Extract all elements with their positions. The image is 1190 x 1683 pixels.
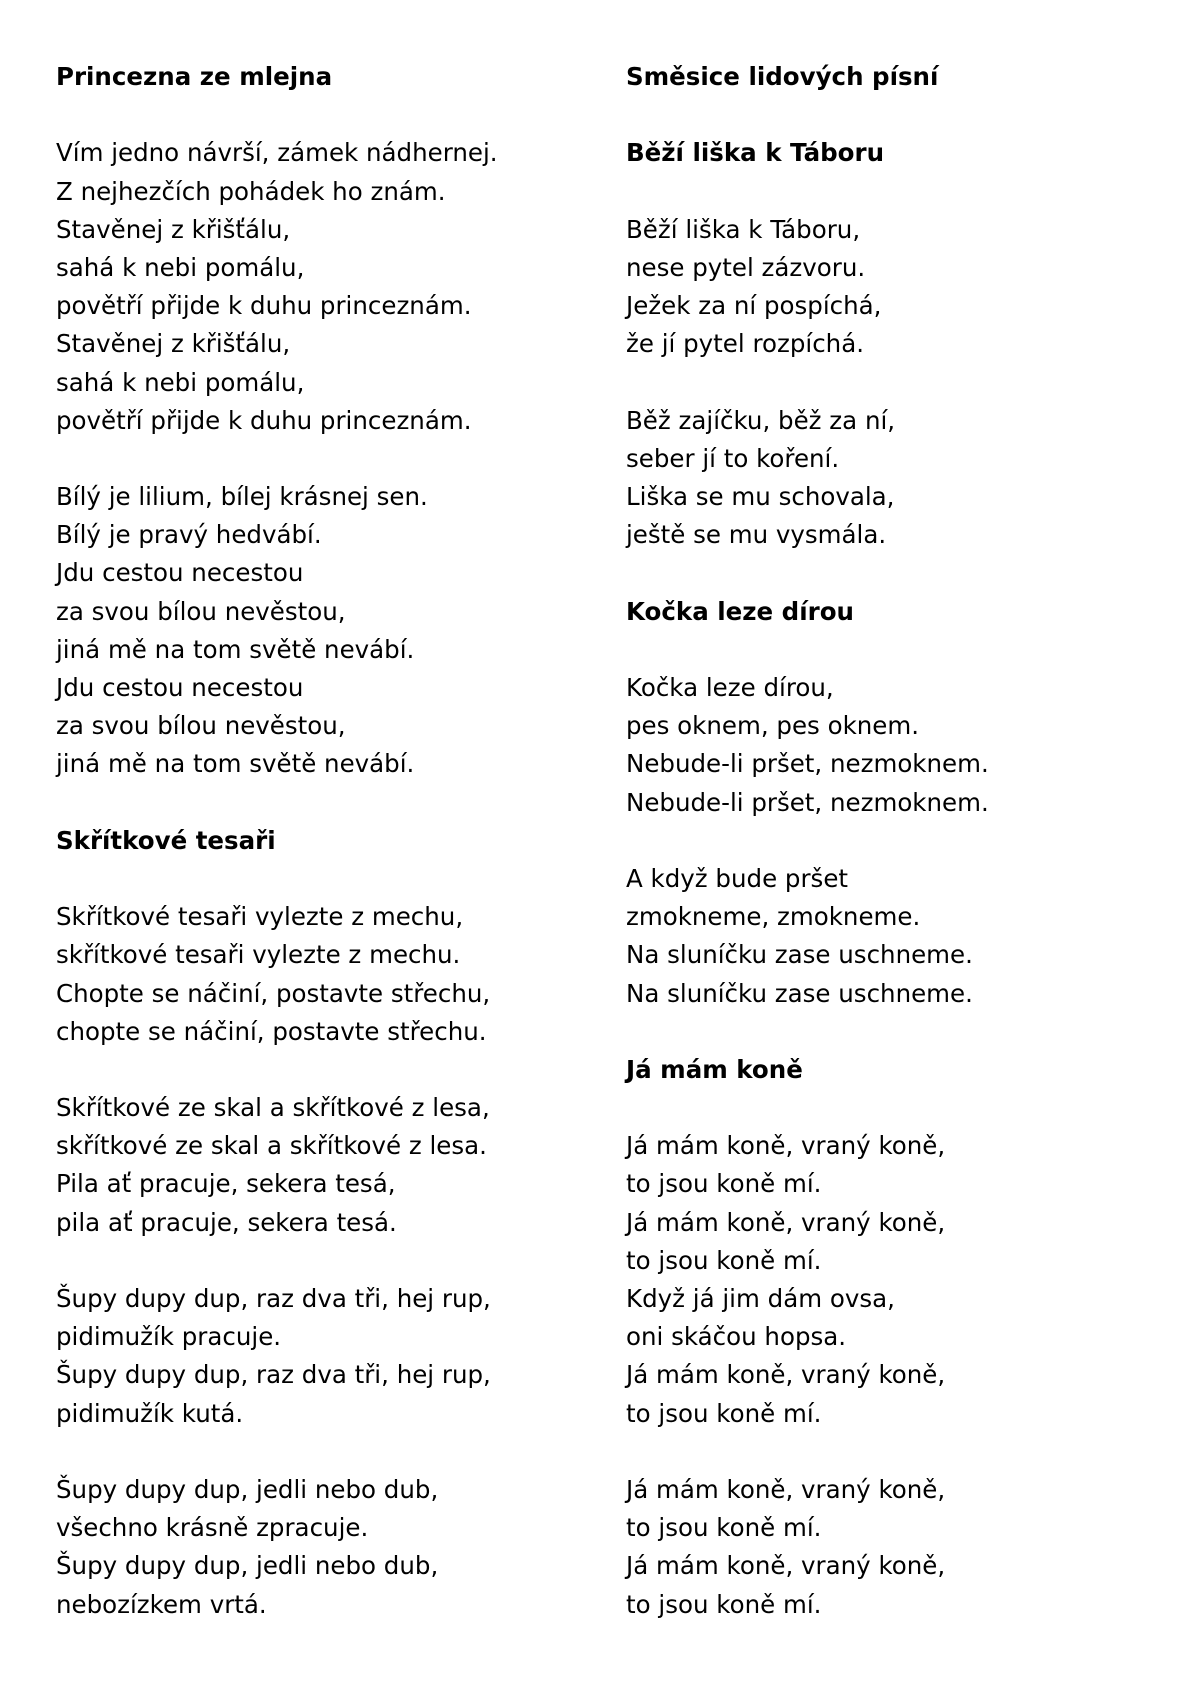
lyric-line: Bílý je pravý hedvábí. xyxy=(56,520,322,550)
lyric-line: to jsou koně mí. xyxy=(626,1245,822,1275)
lyric-line: pes oknem, pes oknem. xyxy=(626,711,920,741)
blank-line xyxy=(56,784,596,822)
blank-line xyxy=(56,1051,596,1089)
song-title: Já mám koně xyxy=(626,1054,803,1084)
lyric-line: to jsou koně mí. xyxy=(626,1589,822,1619)
blank-line xyxy=(626,96,1166,134)
blank-line xyxy=(626,173,1166,211)
lyric-line: Liška se mu schovala, xyxy=(626,482,895,512)
blank-line xyxy=(626,554,1166,592)
lyric-line: Skřítkové ze skal a skřítkové z lesa, xyxy=(56,1093,490,1123)
blank-line xyxy=(56,1433,596,1471)
lyric-line: Běží liška k Táboru, xyxy=(626,214,861,244)
blank-line xyxy=(626,1013,1166,1051)
lyric-line: Ježek za ní pospíchá, xyxy=(626,291,882,321)
left-column xyxy=(56,58,596,1624)
lyric-line: to jsou koně mí. xyxy=(626,1398,822,1428)
lyric-line: Chopte se náčiní, postavte střechu, xyxy=(56,978,491,1008)
lyric-line: Já mám koně, vraný koně, xyxy=(626,1360,946,1390)
blank-line xyxy=(56,1242,596,1280)
song-title: Skřítkové tesaři xyxy=(56,825,276,855)
lyric-line: sahá k nebi pomálu, xyxy=(56,252,305,282)
lyric-line: Běž zajíčku, běž za ní, xyxy=(626,405,896,435)
lyric-line: jiná mě na tom světě nevábí. xyxy=(56,634,415,664)
lyric-line: Bílý je lilium, bílej krásnej sen. xyxy=(56,482,428,512)
lyric-line: chopte se náčiní, postavte střechu. xyxy=(56,1016,487,1046)
song-title: Kočka leze dírou xyxy=(626,596,854,626)
lyric-line: Šupy dupy dup, raz dva tři, hej rup, xyxy=(56,1284,491,1313)
lyric-line: Pila ať pracuje, sekera tesá, xyxy=(56,1169,396,1199)
lyric-line: Jdu cestou necestou xyxy=(56,558,304,588)
blank-line xyxy=(626,1433,1166,1471)
blank-line xyxy=(56,860,596,898)
lyric-line: povětří přijde k duhu princeznám. xyxy=(56,291,472,321)
song-title: Princezna ze mlejna xyxy=(56,62,333,91)
lyric-line: pidimužík pracuje. xyxy=(56,1322,282,1352)
lyric-line: Já mám koně, vraný koně, xyxy=(626,1551,946,1581)
lyric-line: všechno krásně zpracuje. xyxy=(56,1513,369,1543)
lyric-line: Šupy dupy dup, raz dva tři, hej rup, xyxy=(56,1360,491,1390)
lyric-line: oni skáčou hopsa. xyxy=(626,1322,847,1352)
lyric-line: Nebude-li pršet, nezmoknem. xyxy=(626,749,989,779)
lyric-line: Já mám koně, vraný koně, xyxy=(626,1474,946,1504)
lyric-line: to jsou koně mí. xyxy=(626,1169,822,1199)
lyric-line: Stavěnej z křišťálu, xyxy=(56,329,291,359)
lyric-line: Když já jim dám ovsa, xyxy=(626,1284,895,1313)
lyric-line: nese pytel zázvoru. xyxy=(626,252,866,282)
lyric-line: seber jí to koření. xyxy=(626,443,840,473)
right-column xyxy=(626,58,1166,1624)
blank-line xyxy=(626,364,1166,402)
song-title: Směsice lidových písní xyxy=(626,62,939,91)
lyric-line: Jdu cestou necestou xyxy=(56,673,304,702)
lyric-line: pidimužík kutá. xyxy=(56,1398,244,1428)
song-title: Běží liška k Táboru xyxy=(626,138,885,168)
lyric-line: Šupy dupy dup, jedli nebo dub, xyxy=(56,1551,439,1581)
lyric-line: povětří přijde k duhu princeznám. xyxy=(56,405,472,435)
lyric-line: za svou bílou nevěstou, xyxy=(56,711,346,741)
lyric-line: že jí pytel rozpíchá. xyxy=(626,329,864,359)
lyric-line: nebozízkem vrtá. xyxy=(56,1589,267,1619)
blank-line xyxy=(56,440,596,478)
lyric-line: Stavěnej z křišťálu, xyxy=(56,214,291,244)
lyric-line: ještě se mu vysmála. xyxy=(626,520,887,550)
lyric-line: skřítkové tesaři vylezte z mechu. xyxy=(56,940,461,970)
lyric-line: skřítkové ze skal a skřítkové z lesa. xyxy=(56,1131,487,1161)
lyric-line: Vím jedno návrší, zámek nádhernej. xyxy=(56,138,498,168)
lyric-line: Z nejhezčích pohádek ho znám. xyxy=(56,176,446,206)
blank-line xyxy=(626,631,1166,669)
lyric-line: Nebude-li pršet, nezmoknem. xyxy=(626,787,989,817)
lyric-line: Na sluníčku zase uschneme. xyxy=(626,978,973,1008)
lyric-line: jiná mě na tom světě nevábí. xyxy=(56,749,415,779)
blank-line xyxy=(626,1089,1166,1127)
lyric-line: za svou bílou nevěstou, xyxy=(56,596,346,626)
blank-line xyxy=(56,96,596,134)
lyric-line: Na sluníčku zase uschneme. xyxy=(626,940,973,970)
lyric-line: Skřítkové tesaři vylezte z mechu, xyxy=(56,902,464,932)
lyric-line: A když bude pršet xyxy=(626,863,848,893)
lyric-line: Kočka leze dírou, xyxy=(626,673,834,702)
lyric-line: zmokneme, zmokneme. xyxy=(626,902,921,932)
lyric-line: to jsou koně mí. xyxy=(626,1513,822,1543)
lyric-line: Šupy dupy dup, jedli nebo dub, xyxy=(56,1474,439,1504)
lyric-line: Já mám koně, vraný koně, xyxy=(626,1131,946,1161)
lyric-line: Já mám koně, vraný koně, xyxy=(626,1207,946,1237)
lyric-line: pila ať pracuje, sekera tesá. xyxy=(56,1207,397,1237)
lyric-line: sahá k nebi pomálu, xyxy=(56,367,305,397)
blank-line xyxy=(626,822,1166,860)
